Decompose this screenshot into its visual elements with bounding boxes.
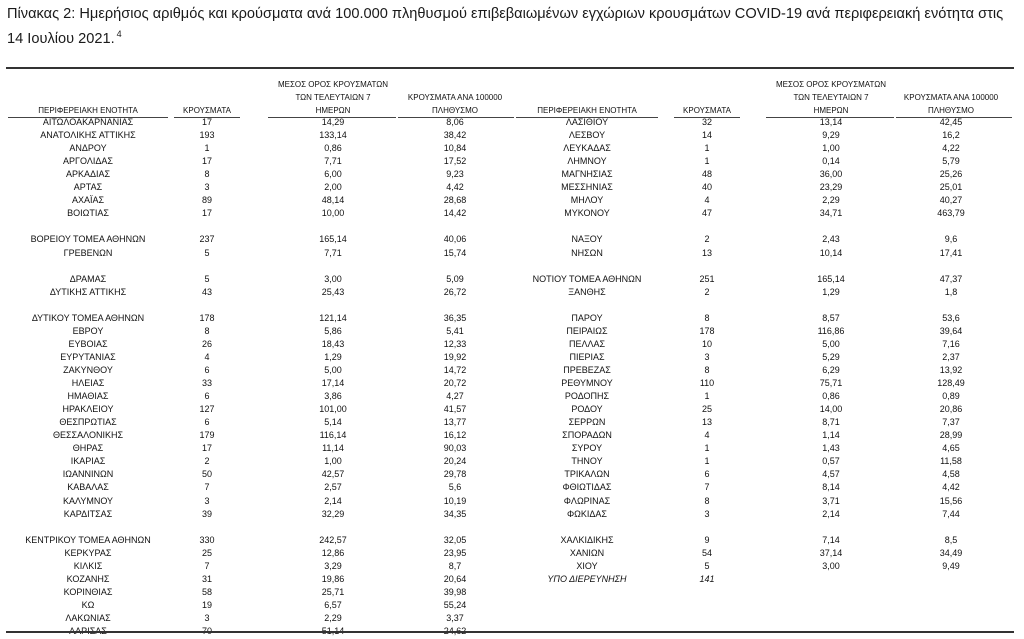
right-row-cases: 3: [704, 351, 710, 362]
left-row-per: 15,74: [443, 247, 467, 258]
left-row-name: ΑΝΔΡΟΥ: [69, 143, 107, 154]
right-row-per: 4,58: [942, 469, 960, 480]
right-row-name: ΠΕΙΡΑΙΩΣ: [566, 325, 608, 336]
right-row-cases: 13: [701, 247, 712, 258]
left-row-avg: 116,14: [319, 430, 347, 441]
right-row-name: ΜΥΚΟΝΟΥ: [564, 208, 610, 219]
left-row-name: ΑΡΚΑΔΙΑΣ: [65, 169, 111, 180]
left-row-per: 5,41: [446, 325, 464, 336]
left-row-avg: 10,00: [321, 208, 345, 219]
right-row-name: ΤΡΙΚΑΛΩΝ: [564, 469, 610, 480]
left-row-avg: 17,14: [321, 378, 345, 388]
right-row-name: ΧΙΟΥ: [576, 560, 598, 571]
left-row-cases: 25: [201, 547, 212, 558]
right-row-per: 7,16: [942, 338, 960, 349]
right-row-cases: 1: [704, 443, 710, 454]
left-row-per: 3,37: [446, 612, 464, 623]
left-row-cases: 89: [201, 195, 212, 206]
right-row-avg: 75,71: [819, 378, 843, 388]
right-row-avg: 1,00: [822, 143, 840, 154]
left-row-name: ΚΕΝΤΡΙΚΟΥ ΤΟΜΕΑ ΑΘΗΝΩΝ: [25, 534, 151, 545]
right-row-avg: 37,14: [819, 547, 843, 558]
right-row-name: ΧΑΝΙΩΝ: [569, 547, 605, 558]
right-row-avg: 14,00: [819, 404, 843, 415]
right-row-avg: 36,00: [819, 169, 843, 180]
header-unit-left: ΠΕΡΙΦΕΡΕΙΑΚΗ ΕΝΟΤΗΤΑ: [38, 106, 138, 115]
right-row-per: 25,26: [939, 169, 963, 180]
left-row-per: 29,78: [443, 469, 467, 480]
right-row-cases: 7: [704, 482, 710, 493]
left-row-avg: 5,00: [324, 365, 342, 375]
right-row-cases: 32: [701, 117, 712, 127]
left-row-cases: 237: [199, 234, 215, 245]
header-per-left-1: ΚΡΟΥΣΜΑΤΑ ΑΝΑ 100000: [407, 93, 503, 102]
right-row-avg: 0,57: [822, 456, 840, 467]
right-row-per: 39,64: [939, 325, 963, 336]
right-row-name: ΧΑΛΚΙΔΙΚΗΣ: [560, 534, 614, 545]
title-footnote: 4: [116, 29, 122, 39]
right-row-per: 9,6: [944, 234, 958, 245]
right-row-per: 9,49: [942, 560, 960, 571]
left-row-avg: 11,14: [322, 443, 344, 454]
left-row-per: 10,19: [443, 495, 467, 506]
right-row-cases: 1: [704, 156, 710, 167]
left-row-name: ΗΛΕΙΑΣ: [71, 378, 105, 388]
left-row-avg: 42,57: [321, 469, 345, 480]
right-row-avg: 1,14: [822, 430, 840, 441]
left-row-cases: 3: [204, 182, 210, 193]
left-row-cases: 5: [204, 247, 210, 258]
right-row-per: 20,86: [939, 404, 963, 415]
left-row-cases: 33: [201, 378, 212, 388]
right-row-avg: 1,29: [822, 286, 840, 297]
right-row-cases: 8: [704, 365, 710, 375]
right-row-cases: 48: [701, 169, 712, 180]
left-row-name: ΚΑΒΑΛΑΣ: [67, 482, 109, 493]
right-row-avg: 23,29: [819, 182, 843, 193]
left-row-per: 36,35: [443, 312, 467, 323]
left-row-cases: 6: [204, 417, 210, 428]
right-row-name: ΛΗΜΝΟΥ: [567, 156, 607, 167]
right-row-avg: 13,14: [819, 117, 843, 127]
left-row-per: 9,23: [446, 169, 464, 180]
right-row-per: 8,5: [944, 534, 958, 545]
left-row-avg: 5,14: [324, 417, 342, 428]
right-row-cases: 5: [704, 560, 710, 571]
right-row-cases: 47: [701, 208, 712, 219]
left-row-avg: 3,86: [324, 391, 342, 402]
right-row-avg: 10,14: [819, 247, 843, 258]
left-row-name: ΓΡΕΒΕΝΩΝ: [63, 247, 113, 258]
left-row-cases: 178: [199, 312, 215, 323]
right-row-per: 1,8: [944, 286, 958, 297]
left-row-per: 26,72: [443, 286, 467, 297]
right-row-avg: 1,43: [822, 443, 840, 454]
header-cases-left: ΚΡΟΥΣΜΑΤΑ: [183, 106, 231, 115]
right-row-avg: 2,29: [822, 195, 840, 206]
left-row-cases: 127: [199, 404, 215, 415]
right-row-avg: 116,86: [817, 325, 845, 336]
header-avg-right-1: ΜΕΣΟΣ ΟΡΟΣ ΚΡΟΥΣΜΑΤΩΝ: [775, 80, 887, 89]
left-row-per: 8,06: [446, 117, 464, 127]
left-row-cases: 17: [201, 156, 212, 167]
right-row-per: 47,37: [939, 273, 963, 284]
right-row-name: ΝΟΤΙΟΥ ΤΟΜΕΑ ΑΘΗΝΩΝ: [532, 273, 642, 284]
left-row-per: 14,42: [443, 208, 467, 219]
left-row-avg: 18,43: [321, 338, 345, 349]
left-row-per: 20,24: [443, 456, 467, 467]
left-row-cases: 8: [204, 169, 210, 180]
left-row-cases: 8: [204, 325, 210, 336]
left-row-name: ΚΙΛΚΙΣ: [73, 560, 103, 571]
right-row-name: ΛΑΣΙΘΙΟΥ: [565, 117, 609, 127]
right-row-per: 16,2: [942, 130, 960, 141]
right-row-per: 128,49: [937, 378, 965, 388]
left-row-name: ΘΗΡΑΣ: [72, 443, 104, 454]
right-row-avg: 3,71: [822, 495, 840, 506]
right-row-cases: 2: [704, 286, 710, 297]
left-row-cases: 330: [199, 534, 215, 545]
left-row-per: 34,35: [443, 508, 467, 519]
right-row-avg: 3,00: [822, 560, 840, 571]
left-row-name: ΙΚΑΡΙΑΣ: [70, 456, 106, 467]
right-row-name: ΡΕΘΥΜΝΟΥ: [561, 378, 613, 388]
right-row-per: 53,6: [942, 312, 960, 323]
right-row-cases: 4: [704, 430, 710, 441]
left-row-cases: 6: [204, 365, 210, 375]
left-row-name: ΚΟΖΑΝΗΣ: [66, 573, 110, 584]
left-row-avg: 101,00: [319, 404, 347, 415]
left-row-name: ΑΡΓΟΛΙΔΑΣ: [63, 156, 113, 167]
left-row-per: 4,42: [446, 182, 464, 193]
left-row-avg: 2,57: [324, 482, 342, 493]
left-row-cases: 43: [201, 286, 212, 297]
left-row-avg: 12,86: [321, 547, 345, 558]
right-row-name: ΠΡΕΒΕΖΑΣ: [563, 365, 611, 375]
right-row-name: ΣΕΡΡΩΝ: [568, 417, 606, 428]
left-row-name: ΚΟΡΙΝΘΙΑΣ: [63, 586, 113, 597]
right-row-per: 7,37: [942, 417, 960, 428]
header-avg-left-2: ΤΩΝ ΤΕΛΕΥΤΑΙΩΝ 7: [295, 93, 371, 102]
left-row-avg: 121,14: [319, 312, 347, 323]
right-row-avg: 8,57: [822, 312, 840, 323]
left-row-avg: 7,71: [324, 247, 342, 258]
right-row-cases: 1: [704, 143, 710, 154]
left-row-per: 41,57: [443, 404, 467, 415]
right-row-name: ΠΙΕΡΙΑΣ: [569, 351, 605, 362]
table-top-rule: [6, 67, 1014, 69]
right-row-cases: 178: [699, 325, 715, 336]
left-row-avg: 5,86: [324, 325, 342, 336]
left-row-name: ΕΥΒΟΙΑΣ: [68, 338, 108, 349]
left-row-avg: 48,14: [321, 195, 345, 206]
right-row-cases: 14: [701, 130, 712, 141]
right-row-cases: 54: [701, 547, 712, 558]
header-avg-right-2: ΤΩΝ ΤΕΛΕΥΤΑΙΩΝ 7: [793, 93, 869, 102]
left-row-per: 17,52: [443, 156, 467, 167]
right-row-avg: 7,14: [822, 534, 840, 545]
right-row-name: ΣΠΟΡΑΔΩΝ: [562, 430, 612, 441]
left-row-name: ΒΟΙΩΤΙΑΣ: [67, 208, 109, 219]
right-row-avg: 0,86: [822, 391, 840, 402]
right-row-cases: 10: [701, 338, 712, 349]
right-row-name: ΡΟΔΟΠΗΣ: [564, 391, 610, 402]
right-row-cases: 6: [704, 469, 710, 480]
left-row-avg: 14,29: [321, 117, 345, 127]
right-row-per: 34,49: [939, 547, 963, 558]
right-row-per: 4,65: [942, 443, 960, 454]
left-row-per: 90,03: [443, 443, 467, 454]
left-row-name: ΕΥΡΥΤΑΝΙΑΣ: [60, 351, 116, 362]
header-avg-left-3: ΗΜΕΡΩΝ: [315, 106, 351, 115]
right-row-per: 13,92: [939, 365, 963, 375]
right-row-avg: 0,14: [822, 156, 840, 167]
right-row-cases: 8: [704, 312, 710, 323]
left-row-name: ΔΥΤΙΚΗΣ ΑΤΤΙΚΗΣ: [49, 286, 127, 297]
left-row-per: 5,6: [448, 482, 462, 493]
right-row-name: ΝΗΣΩΝ: [571, 247, 603, 258]
left-row-avg: 6,57: [324, 599, 342, 610]
right-row-name: ΦΩΚΙΔΑΣ: [567, 508, 607, 519]
left-row-cases: 19: [201, 599, 212, 610]
left-row-name: ΔΡΑΜΑΣ: [69, 273, 107, 284]
left-row-avg: 242,57: [319, 534, 347, 545]
left-row-cases: 1: [204, 143, 210, 154]
header-cases-right: ΚΡΟΥΣΜΑΤΑ: [683, 106, 731, 115]
left-row-avg: 25,71: [321, 586, 345, 597]
right-row-per: 15,56: [939, 495, 963, 506]
left-row-cases: 7: [204, 560, 210, 571]
header-per-right-1: ΚΡΟΥΣΜΑΤΑ ΑΝΑ 100000: [903, 93, 999, 102]
left-row-name: ΘΕΣΠΡΩΤΙΑΣ: [59, 417, 117, 428]
right-row-name: ΜΑΓΝΗΣΙΑΣ: [561, 169, 613, 180]
left-row-avg: 19,86: [321, 573, 345, 584]
right-row-name: ΥΠΟ ΔΙΕΡΕΥΝΗΣΗ: [547, 573, 627, 584]
left-row-cases: 26: [201, 338, 212, 349]
header-unit-right: ΠΕΡΙΦΕΡΕΙΑΚΗ ΕΝΟΤΗΤΑ: [537, 106, 637, 115]
right-row-cases: 1: [704, 456, 710, 467]
left-row-per: 4,27: [446, 391, 464, 402]
left-row-avg: 133,14: [319, 130, 347, 141]
right-row-cases: 4: [704, 195, 710, 206]
right-row-avg: 165,14: [817, 273, 845, 284]
right-row-name: ΠΑΡΟΥ: [571, 312, 603, 323]
left-row-cases: 17: [201, 208, 212, 219]
right-row-cases: 8: [704, 495, 710, 506]
right-row-name: ΦΘΙΩΤΙΔΑΣ: [562, 482, 612, 493]
right-row-cases: 9: [704, 534, 710, 545]
right-row-name: ΞΑΝΘΗΣ: [568, 286, 606, 297]
right-row-per: 4,42: [942, 482, 960, 493]
right-row-per: 25,01: [939, 182, 963, 193]
left-row-avg: 7,71: [324, 156, 342, 167]
left-row-avg: 2,29: [324, 612, 342, 623]
left-row-per: 23,95: [443, 547, 467, 558]
left-row-name: ΑΧΑΪΑΣ: [71, 195, 105, 206]
left-row-avg: 3,29: [324, 560, 342, 571]
left-row-per: 8,7: [448, 560, 462, 571]
right-row-avg: 5,00: [822, 338, 840, 349]
right-row-avg: 4,57: [822, 469, 840, 480]
right-row-avg: 8,71: [822, 417, 840, 428]
right-row-name: ΛΕΥΚΑΔΑΣ: [563, 143, 611, 154]
left-row-name: ΚΑΛΥΜΝΟΥ: [62, 495, 114, 506]
right-row-per: 17,41: [939, 247, 963, 258]
right-row-cases: 141: [699, 573, 715, 584]
left-row-per: 10,84: [443, 143, 467, 154]
left-row-per: 20,72: [443, 378, 467, 388]
right-row-avg: 8,14: [822, 482, 840, 493]
left-row-cases: 193: [199, 130, 215, 141]
right-row-name: ΡΟΔΟΥ: [571, 404, 603, 415]
left-row-name: ΑΡΤΑΣ: [73, 182, 103, 193]
right-row-per: 4,22: [942, 143, 960, 154]
left-row-per: 28,68: [443, 195, 467, 206]
left-row-avg: 1,29: [324, 351, 342, 362]
left-row-cases: 3: [204, 612, 210, 623]
right-row-avg: 2,43: [822, 234, 840, 245]
left-row-cases: 4: [204, 351, 210, 362]
left-row-per: 13,77: [443, 417, 467, 428]
left-row-avg: 32,29: [321, 508, 345, 519]
left-row-name: ΚΕΡΚΥΡΑΣ: [64, 547, 112, 558]
left-row-name: ΔΥΤΙΚΟΥ ΤΟΜΕΑ ΑΘΗΝΩΝ: [31, 312, 145, 323]
left-row-name: ΗΜΑΘΙΑΣ: [67, 391, 109, 402]
left-row-avg: 2,00: [324, 182, 342, 193]
left-row-cases: 39: [201, 508, 212, 519]
right-row-name: ΝΑΞΟΥ: [571, 234, 603, 245]
right-row-avg: 2,14: [822, 508, 840, 519]
left-row-avg: 6,00: [324, 169, 342, 180]
left-row-per: 38,42: [443, 130, 467, 141]
right-row-cases: 40: [701, 182, 712, 193]
right-row-name: ΣΥΡΟΥ: [571, 443, 603, 454]
table-caption: [7, 4, 1017, 49]
left-row-name: ΛΑΚΩΝΙΑΣ: [65, 612, 111, 623]
right-row-avg: 5,29: [822, 351, 840, 362]
left-row-per: 40,06: [443, 234, 467, 245]
left-row-name: ΙΩΑΝΝΙΝΩΝ: [62, 469, 114, 480]
right-row-per: 0,89: [942, 391, 960, 402]
right-row-per: 40,27: [939, 195, 963, 206]
table-bottom-rule: [6, 631, 1014, 633]
right-row-cases: 3: [704, 508, 710, 519]
left-row-per: 16,12: [443, 430, 467, 441]
right-row-cases: 25: [701, 404, 712, 415]
right-row-name: ΛΕΣΒΟΥ: [568, 130, 606, 141]
left-row-cases: 58: [201, 586, 212, 597]
left-row-per: 19,92: [443, 351, 467, 362]
left-row-per: 20,64: [443, 573, 467, 584]
left-row-per: 32,05: [443, 534, 467, 545]
left-row-per: 14,72: [443, 365, 467, 375]
table-title: Πίνακας 2: Ημερήσιος αριθμός και κρούσματα ανά 100.000 πληθυσμού επιβεβαιωμένων εγχώριων κρουσμάτων COVID-19 ανά περιφερειακή ενότητα στις 14 Ιουλίου 2021.: [7, 6, 1004, 47]
left-row-per: 5,09: [446, 273, 464, 284]
left-row-avg: 1,00: [324, 456, 342, 467]
left-row-name: ΒΟΡΕΙΟΥ ΤΟΜΕΑ ΑΘΗΝΩΝ: [30, 234, 146, 245]
right-row-per: 5,79: [942, 156, 960, 167]
left-row-name: ΑΙΤΩΛΟΑΚΑΡΝΑΝΙΑΣ: [42, 117, 134, 127]
left-row-cases: 50: [201, 469, 212, 480]
header-avg-right-3: ΗΜΕΡΩΝ: [813, 106, 849, 115]
left-row-name: ΗΡΑΚΛΕΙΟΥ: [62, 404, 114, 415]
left-row-name: ΚΑΡΔΙΤΣΑΣ: [63, 508, 113, 519]
right-row-name: ΜΗΛΟΥ: [570, 195, 604, 206]
header-per-left-2: ΠΛΗΘΥΣΜΟ: [431, 106, 479, 115]
left-row-cases: 179: [199, 430, 215, 441]
right-row-cases: 1: [704, 391, 710, 402]
right-row-cases: 251: [699, 273, 715, 284]
left-row-cases: 17: [201, 443, 212, 454]
right-row-name: ΤΗΝΟΥ: [571, 456, 603, 467]
left-row-cases: 3: [204, 495, 210, 506]
right-row-per: 28,99: [939, 430, 963, 441]
left-row-cases: 2: [204, 456, 210, 467]
right-row-name: ΦΛΩΡΙΝΑΣ: [563, 495, 611, 506]
left-row-per: 12,33: [443, 338, 467, 349]
left-row-per: 39,98: [443, 586, 467, 597]
left-row-avg: 165,14: [319, 234, 347, 245]
left-row-per: 55,24: [443, 599, 467, 610]
right-row-cases: 13: [701, 417, 712, 428]
left-row-name: ΘΕΣΣΑΛΟΝΙΚΗΣ: [52, 430, 124, 441]
header-avg-left-1: ΜΕΣΟΣ ΟΡΟΣ ΚΡΟΥΣΜΑΤΩΝ: [277, 80, 389, 89]
left-row-avg: 25,43: [321, 286, 345, 297]
right-row-avg: 9,29: [822, 130, 840, 141]
left-row-cases: 6: [204, 391, 210, 402]
left-row-name: ΖΑΚΥΝΘΟΥ: [63, 365, 113, 375]
left-row-cases: 7: [204, 482, 210, 493]
left-row-cases: 5: [204, 273, 210, 284]
right-row-per: 2,37: [942, 351, 960, 362]
right-row-name: ΠΕΛΛΑΣ: [568, 338, 606, 349]
left-row-cases: 31: [201, 573, 212, 584]
right-row-per: 7,44: [942, 508, 960, 519]
left-row-name: ΚΩ: [81, 599, 95, 610]
left-row-avg: 3,00: [324, 273, 342, 284]
left-row-name: ΕΒΡΟΥ: [72, 325, 104, 336]
left-row-name: ΑΝΑΤΟΛΙΚΗΣ ΑΤΤΙΚΗΣ: [40, 130, 136, 141]
left-row-avg: 2,14: [324, 495, 342, 506]
right-row-per: 463,79: [937, 208, 965, 219]
left-row-cases: 17: [201, 117, 212, 127]
header-per-right-2: ΠΛΗΘΥΣΜΟ: [927, 106, 975, 115]
right-row-avg: 34,71: [819, 208, 843, 219]
right-row-avg: 6,29: [822, 365, 840, 375]
right-row-cases: 2: [704, 234, 710, 245]
right-row-name: ΜΕΣΣΗΝΙΑΣ: [561, 182, 613, 193]
right-row-per: 11,58: [940, 456, 962, 467]
right-row-cases: 110: [699, 378, 715, 388]
right-row-per: 42,45: [939, 117, 963, 127]
left-row-avg: 0,86: [324, 143, 342, 154]
